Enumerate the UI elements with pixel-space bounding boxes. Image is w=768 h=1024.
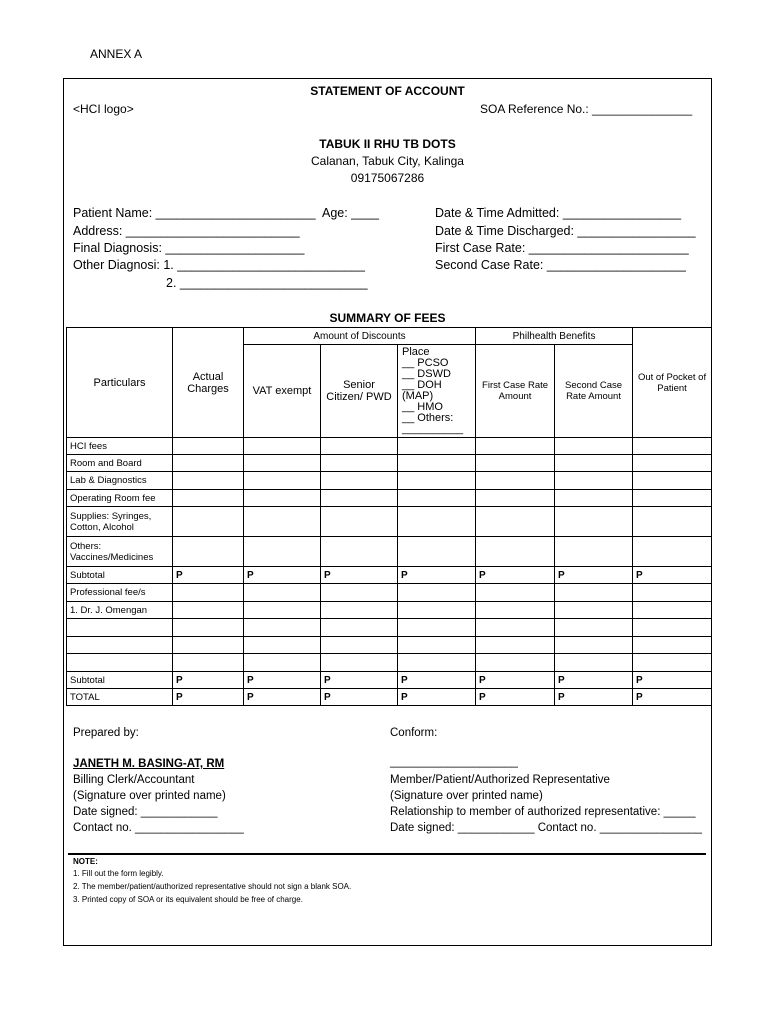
fee-cell-actual[interactable]	[173, 654, 244, 672]
other-diagnosis-2-field[interactable]: 2. ___________________________	[166, 276, 368, 290]
fee-row	[67, 619, 712, 637]
fee-cell-place[interactable]: P	[398, 672, 476, 689]
fee-cell-place[interactable]	[398, 537, 476, 567]
fee-cell-senior[interactable]	[321, 654, 398, 672]
fee-cell-place[interactable]: P	[398, 567, 476, 584]
fee-row	[67, 537, 712, 567]
fee-cell-actual[interactable]: P	[173, 672, 244, 689]
fee-cell-senior[interactable]	[321, 602, 398, 619]
fee-row-label: HCI fees	[67, 438, 173, 455]
fee-cell-oop[interactable]	[633, 537, 712, 567]
fee-cell-vat[interactable]: P	[244, 689, 321, 706]
fee-cell-vat[interactable]	[244, 637, 321, 654]
fee-cell-actual[interactable]	[173, 472, 244, 490]
fee-cell-oop[interactable]	[633, 507, 712, 537]
fee-cell-second-case[interactable]	[555, 455, 633, 472]
fee-row	[67, 472, 712, 490]
fee-cell-senior[interactable]	[321, 537, 398, 567]
fee-cell-first-case[interactable]	[476, 602, 555, 619]
fee-cell-oop[interactable]	[633, 637, 712, 654]
preparer-contact-field[interactable]: Contact no. _________________	[73, 822, 244, 834]
fee-cell-oop[interactable]: P	[633, 689, 712, 706]
col-senior-citizen-pwd: Senior Citizen/ PWD	[321, 345, 398, 438]
fee-cell-second-case[interactable]	[555, 637, 633, 654]
fee-cell-senior[interactable]	[321, 619, 398, 637]
fee-cell-oop[interactable]	[633, 490, 712, 507]
fee-cell-vat[interactable]	[244, 584, 321, 602]
fee-cell-first-case[interactable]	[476, 637, 555, 654]
prepared-by-label: Prepared by:	[73, 727, 139, 739]
fee-cell-oop[interactable]	[633, 654, 712, 672]
member-signature-line[interactable]: ____________________	[390, 756, 518, 768]
annex-label: ANNEX A	[90, 47, 143, 61]
fee-cell-vat[interactable]	[244, 602, 321, 619]
fee-cell-senior[interactable]	[321, 455, 398, 472]
fee-cell-first-case[interactable]	[476, 490, 555, 507]
fee-cell-oop[interactable]: P	[633, 567, 712, 584]
fee-cell-second-case[interactable]: P	[555, 672, 633, 689]
fee-cell-senior[interactable]	[321, 507, 398, 537]
second-case-rate-field[interactable]: Second Case Rate: ____________________	[435, 258, 686, 272]
fee-cell-second-case[interactable]	[555, 507, 633, 537]
fee-cell-actual[interactable]	[173, 490, 244, 507]
fee-cell-senior[interactable]: P	[321, 689, 398, 706]
fee-cell-vat[interactable]: P	[244, 567, 321, 584]
fee-cell-place[interactable]	[398, 619, 476, 637]
fee-cell-place[interactable]	[398, 455, 476, 472]
fee-cell-vat[interactable]	[244, 654, 321, 672]
preparer-date-field[interactable]: Date signed: ____________	[73, 806, 218, 818]
fee-row-label: TOTAL	[67, 689, 173, 706]
fee-cell-place[interactable]	[398, 637, 476, 654]
fee-cell-actual[interactable]: P	[173, 689, 244, 706]
fee-row	[67, 455, 712, 472]
fee-cell-vat[interactable]	[244, 537, 321, 567]
fee-row	[67, 672, 712, 689]
patient-name-field[interactable]: Patient Name: _______________________	[73, 206, 316, 220]
col-first-case-rate-amount: First Case Rate Amount	[476, 345, 555, 438]
summary-of-fees-table	[66, 327, 712, 706]
fee-cell-oop[interactable]	[633, 619, 712, 637]
fee-cell-actual[interactable]	[173, 619, 244, 637]
preparer-name: JANETH M. BASING-AT, RM	[73, 758, 225, 770]
note-item-3: 3. Printed copy of SOA or its equivalent should be free of charge.	[73, 895, 303, 904]
group-amount-of-discounts: Amount of Discounts	[244, 328, 476, 345]
col-out-of-pocket: Out of Pocket of Patient	[633, 328, 712, 438]
fee-cell-oop[interactable]	[633, 455, 712, 472]
place-label: Place	[402, 346, 430, 358]
relationship-field[interactable]: Relationship to member of authorized representative: _____	[390, 806, 696, 818]
fee-cell-second-case[interactable]: P	[555, 689, 633, 706]
fee-cell-first-case[interactable]	[476, 507, 555, 537]
preparer-signature-note: (Signature over printed name)	[73, 790, 226, 802]
fee-cell-actual[interactable]	[173, 602, 244, 619]
fee-cell-senior[interactable]	[321, 438, 398, 455]
fee-cell-vat[interactable]	[244, 507, 321, 537]
col-place-options	[398, 345, 476, 438]
fee-cell-place[interactable]: P	[398, 689, 476, 706]
fee-row-label: Subtotal	[67, 567, 173, 584]
fee-cell-actual[interactable]	[173, 507, 244, 537]
fee-cell-second-case[interactable]	[555, 438, 633, 455]
fee-cell-actual[interactable]	[173, 455, 244, 472]
fee-cell-first-case[interactable]: P	[476, 689, 555, 706]
fee-row-label: Subtotal	[67, 672, 173, 689]
facility-name: TABUK II RHU TB DOTS	[319, 137, 456, 151]
age-field[interactable]: Age: ____	[322, 206, 379, 220]
fee-row	[67, 567, 712, 584]
group-philhealth-benefits: Philhealth Benefits	[476, 328, 633, 345]
fee-cell-oop[interactable]	[633, 602, 712, 619]
fee-cell-oop[interactable]: P	[633, 672, 712, 689]
fee-cell-senior[interactable]	[321, 637, 398, 654]
summary-of-fees-title: SUMMARY OF FEES	[329, 311, 446, 325]
fee-cell-second-case[interactable]	[555, 584, 633, 602]
address-field[interactable]: Address: _________________________	[73, 224, 300, 238]
fee-cell-second-case[interactable]	[555, 654, 633, 672]
fee-row	[67, 602, 712, 619]
fee-cell-second-case[interactable]	[555, 537, 633, 567]
place-option-hmo[interactable]: __ HMO	[402, 401, 443, 413]
fee-cell-actual[interactable]	[173, 637, 244, 654]
fee-cell-place[interactable]	[398, 438, 476, 455]
note-item-2: 2. The member/patient/authorized representative should not sign a blank SOA.	[73, 882, 352, 891]
fee-cell-vat[interactable]	[244, 455, 321, 472]
fee-cell-second-case[interactable]	[555, 472, 633, 490]
fee-cell-second-case[interactable]	[555, 490, 633, 507]
fee-row-label: Operating Room fee	[67, 490, 173, 507]
fee-cell-vat[interactable]	[244, 490, 321, 507]
fee-cell-first-case[interactable]	[476, 584, 555, 602]
facility-phone: 09175067286	[350, 171, 425, 185]
col-second-case-rate-amount: Second Case Rate Amount	[555, 345, 633, 438]
facility-address: Calanan, Tabuk City, Kalinga	[311, 154, 464, 168]
fee-row	[67, 637, 712, 654]
soa-reference-field[interactable]: SOA Reference No.: _______________	[480, 102, 693, 116]
fee-cell-place[interactable]	[398, 490, 476, 507]
fee-cell-actual[interactable]	[173, 584, 244, 602]
note-heading: NOTE:	[73, 857, 98, 866]
place-option-others[interactable]: __ Others:	[402, 412, 454, 424]
col-particulars: Particulars	[67, 328, 173, 438]
fee-row-label: Others: Vaccines/Medicines	[67, 537, 173, 567]
date-discharged-field[interactable]: Date & Time Discharged: _________________	[435, 224, 696, 238]
fee-cell-senior[interactable]: P	[321, 567, 398, 584]
form-title: STATEMENT OF ACCOUNT	[310, 84, 465, 98]
fee-cell-actual[interactable]: P	[173, 567, 244, 584]
fee-row-label	[67, 654, 173, 672]
fee-cell-senior[interactable]: P	[321, 672, 398, 689]
fee-row-label	[67, 619, 173, 637]
fee-row-label: Room and Board	[67, 455, 173, 472]
place-others-line[interactable]: __________	[402, 423, 464, 435]
fee-cell-first-case[interactable]	[476, 619, 555, 637]
first-case-rate-field[interactable]: First Case Rate: _______________________	[435, 241, 689, 255]
fee-row-label	[67, 637, 173, 654]
fee-cell-first-case[interactable]	[476, 472, 555, 490]
fee-row	[67, 584, 712, 602]
preparer-title: Billing Clerk/Accountant	[73, 774, 195, 786]
fee-row-label: Supplies: Syringes, Cotton, Alcohol	[67, 507, 173, 537]
member-date-contact-field[interactable]: Date signed: ____________ Contact no. ________________	[390, 822, 703, 834]
fee-cell-vat[interactable]	[244, 438, 321, 455]
col-vat-exempt: VAT exempt	[244, 345, 321, 438]
fee-cell-first-case[interactable]	[476, 654, 555, 672]
fee-cell-senior[interactable]	[321, 584, 398, 602]
fee-cell-first-case[interactable]	[476, 455, 555, 472]
other-diagnosis-1-field[interactable]: Other Diagnosi: 1. ___________________________	[73, 258, 365, 272]
fee-cell-senior[interactable]	[321, 490, 398, 507]
notes-divider	[68, 853, 706, 855]
fee-cell-actual[interactable]	[173, 537, 244, 567]
fee-cell-oop[interactable]	[633, 472, 712, 490]
fee-cell-vat[interactable]	[244, 619, 321, 637]
fee-cell-senior[interactable]	[321, 472, 398, 490]
col-actual-charges: Actual Charges	[173, 328, 244, 438]
fee-row	[67, 689, 712, 706]
fee-cell-first-case[interactable]	[476, 438, 555, 455]
final-diagnosis-field[interactable]: Final Diagnosis: ____________________	[73, 241, 305, 255]
fee-cell-actual[interactable]	[173, 438, 244, 455]
fee-cell-second-case[interactable]: P	[555, 567, 633, 584]
fee-cell-place[interactable]	[398, 472, 476, 490]
fee-row	[67, 438, 712, 455]
fee-cell-second-case[interactable]	[555, 619, 633, 637]
fee-row	[67, 654, 712, 672]
fee-row-label: Lab & Diagnostics	[67, 472, 173, 490]
fee-row-label: 1. Dr. J. Omengan	[67, 602, 173, 619]
fee-row-label: Professional fee/s	[67, 584, 173, 602]
fee-cell-second-case[interactable]	[555, 602, 633, 619]
place-option-dswd[interactable]: __ DSWD	[402, 368, 451, 380]
fee-cell-place[interactable]	[398, 584, 476, 602]
place-option-pcso[interactable]: __ PCSO	[402, 357, 449, 369]
date-admitted-field[interactable]: Date & Time Admitted: _________________	[435, 206, 682, 220]
fee-row	[67, 490, 712, 507]
fee-cell-first-case[interactable]: P	[476, 672, 555, 689]
fee-cell-place[interactable]	[398, 602, 476, 619]
fee-cell-vat[interactable]: P	[244, 672, 321, 689]
fee-cell-oop[interactable]	[633, 438, 712, 455]
conform-label: Conform:	[390, 727, 438, 739]
fee-cell-oop[interactable]	[633, 584, 712, 602]
fee-cell-first-case[interactable]	[476, 537, 555, 567]
fee-cell-place[interactable]	[398, 654, 476, 672]
fee-cell-vat[interactable]	[244, 472, 321, 490]
member-title: Member/Patient/Authorized Representative	[390, 774, 610, 786]
fee-cell-first-case[interactable]: P	[476, 567, 555, 584]
fee-row	[67, 507, 712, 537]
hci-logo-placeholder: <HCI logo>	[73, 102, 134, 116]
note-item-1: 1. Fill out the form legibly.	[73, 869, 164, 878]
place-option-doh-map[interactable]: __ DOH (MAP)	[402, 379, 442, 402]
fee-cell-place[interactable]	[398, 507, 476, 537]
member-signature-note: (Signature over printed name)	[390, 790, 543, 802]
